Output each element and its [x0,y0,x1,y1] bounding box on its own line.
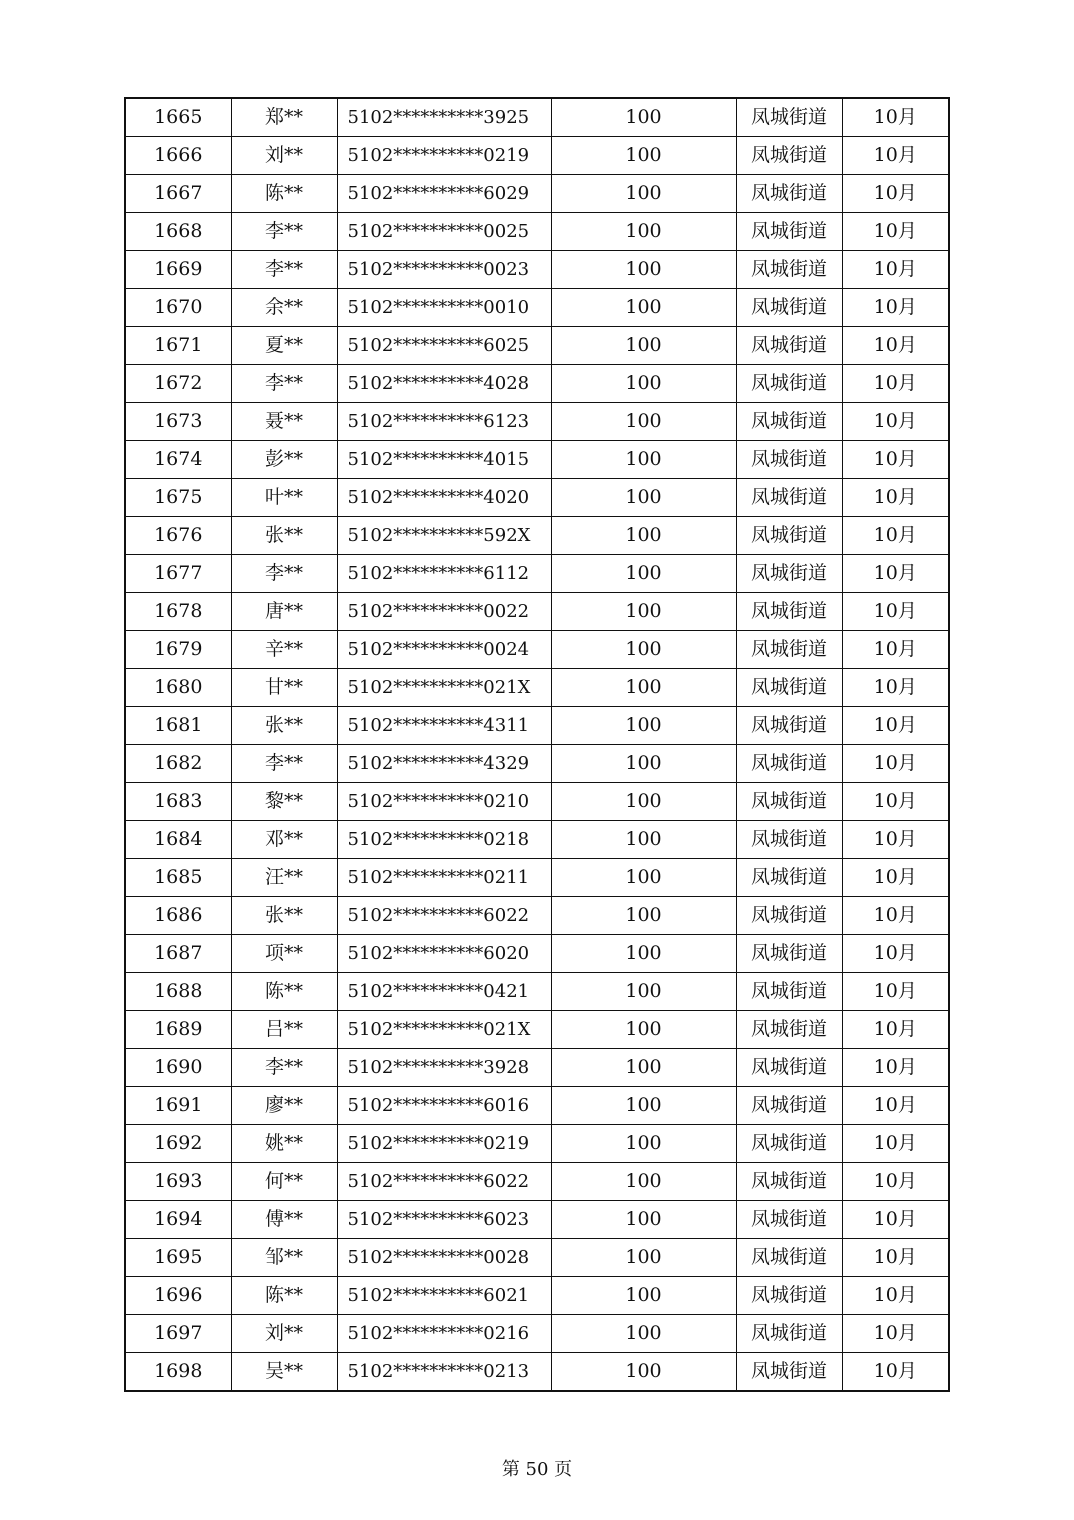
amount-cell: 100 [551,821,736,859]
amount-cell: 100 [551,973,736,1011]
month-cell: 10月 [842,175,949,213]
amount-cell: 100 [551,631,736,669]
name-cell: 张** [231,517,337,555]
amount-cell: 100 [551,517,736,555]
amount-cell: 100 [551,1049,736,1087]
street-cell: 凤城街道 [736,859,842,897]
name-cell: 聂** [231,403,337,441]
amount-cell: 100 [551,555,736,593]
month-cell: 10月 [842,1201,949,1239]
street-cell: 凤城街道 [736,175,842,213]
month-cell: 10月 [842,783,949,821]
amount-cell: 100 [551,859,736,897]
name-cell: 黎** [231,783,337,821]
table-row [125,441,949,479]
name-cell: 陈** [231,1277,337,1315]
street-cell: 凤城街道 [736,289,842,327]
id-number-cell: 5102**********4015 [337,441,551,479]
id-number-cell: 5102**********3928 [337,1049,551,1087]
row-number-cell: 1674 [125,441,231,479]
amount-cell: 100 [551,175,736,213]
table-row [125,707,949,745]
id-number-cell: 5102**********0010 [337,289,551,327]
month-cell: 10月 [842,289,949,327]
row-number-cell: 1678 [125,593,231,631]
amount-cell: 100 [551,669,736,707]
name-cell: 夏** [231,327,337,365]
amount-cell: 100 [551,1315,736,1353]
table-row [125,98,949,137]
id-number-cell: 5102**********4329 [337,745,551,783]
id-number-cell: 5102**********0213 [337,1353,551,1392]
month-cell: 10月 [842,1125,949,1163]
name-cell: 吴** [231,1353,337,1392]
amount-cell: 100 [551,327,736,365]
street-cell: 凤城街道 [736,783,842,821]
name-cell: 叶** [231,479,337,517]
street-cell: 凤城街道 [736,1277,842,1315]
month-cell: 10月 [842,479,949,517]
id-number-cell: 5102**********6016 [337,1087,551,1125]
name-cell: 郑** [231,98,337,137]
row-number-cell: 1696 [125,1277,231,1315]
id-number-cell: 5102**********0028 [337,1239,551,1277]
table-row [125,1239,949,1277]
name-cell: 甘** [231,669,337,707]
amount-cell: 100 [551,935,736,973]
amount-cell: 100 [551,1353,736,1392]
street-cell: 凤城街道 [736,745,842,783]
table-row [125,593,949,631]
table-row [125,403,949,441]
street-cell: 凤城街道 [736,1049,842,1087]
month-cell: 10月 [842,1163,949,1201]
street-cell: 凤城街道 [736,137,842,175]
id-number-cell: 5102**********6112 [337,555,551,593]
month-cell: 10月 [842,441,949,479]
row-number-cell: 1687 [125,935,231,973]
name-cell: 廖** [231,1087,337,1125]
id-number-cell: 5102**********6023 [337,1201,551,1239]
month-cell: 10月 [842,897,949,935]
street-cell: 凤城街道 [736,631,842,669]
id-number-cell: 5102**********0023 [337,251,551,289]
amount-cell: 100 [551,98,736,137]
amount-cell: 100 [551,1277,736,1315]
table-row [125,1049,949,1087]
table-row [125,1353,949,1392]
table-row [125,631,949,669]
amount-cell: 100 [551,137,736,175]
row-number-cell: 1666 [125,137,231,175]
row-number-cell: 1665 [125,98,231,137]
row-number-cell: 1685 [125,859,231,897]
month-cell: 10月 [842,935,949,973]
amount-cell: 100 [551,251,736,289]
row-number-cell: 1691 [125,1087,231,1125]
name-cell: 陈** [231,175,337,213]
name-cell: 彭** [231,441,337,479]
id-number-cell: 5102**********0216 [337,1315,551,1353]
amount-cell: 100 [551,1125,736,1163]
name-cell: 姚** [231,1125,337,1163]
amount-cell: 100 [551,745,736,783]
table-row [125,1277,949,1315]
name-cell: 刘** [231,137,337,175]
month-cell: 10月 [842,745,949,783]
row-number-cell: 1689 [125,1011,231,1049]
street-cell: 凤城街道 [736,98,842,137]
id-number-cell: 5102**********4311 [337,707,551,745]
month-cell: 10月 [842,517,949,555]
name-cell: 刘** [231,1315,337,1353]
row-number-cell: 1686 [125,897,231,935]
street-cell: 凤城街道 [736,1353,842,1392]
row-number-cell: 1675 [125,479,231,517]
id-number-cell: 5102**********021X [337,1011,551,1049]
amount-cell: 100 [551,479,736,517]
name-cell: 李** [231,745,337,783]
month-cell: 10月 [842,1315,949,1353]
street-cell: 凤城街道 [736,1315,842,1353]
amount-cell: 100 [551,707,736,745]
table-row [125,1201,949,1239]
street-cell: 凤城街道 [736,327,842,365]
id-number-cell: 5102**********0219 [337,137,551,175]
street-cell: 凤城街道 [736,973,842,1011]
name-cell: 辛** [231,631,337,669]
name-cell: 傅** [231,1201,337,1239]
table-row [125,745,949,783]
month-cell: 10月 [842,365,949,403]
table-row [125,1315,949,1353]
street-cell: 凤城街道 [736,403,842,441]
street-cell: 凤城街道 [736,1201,842,1239]
month-cell: 10月 [842,631,949,669]
row-number-cell: 1668 [125,213,231,251]
table-row [125,783,949,821]
month-cell: 10月 [842,593,949,631]
row-number-cell: 1677 [125,555,231,593]
row-number-cell: 1682 [125,745,231,783]
month-cell: 10月 [842,1049,949,1087]
id-number-cell: 5102**********6022 [337,1163,551,1201]
month-cell: 10月 [842,1087,949,1125]
table-row [125,973,949,1011]
id-number-cell: 5102**********021X [337,669,551,707]
amount-cell: 100 [551,1163,736,1201]
month-cell: 10月 [842,137,949,175]
name-cell: 吕** [231,1011,337,1049]
street-cell: 凤城街道 [736,251,842,289]
table-row [125,517,949,555]
name-cell: 余** [231,289,337,327]
amount-cell: 100 [551,365,736,403]
id-number-cell: 5102**********4020 [337,479,551,517]
name-cell: 李** [231,1049,337,1087]
amount-cell: 100 [551,403,736,441]
amount-cell: 100 [551,213,736,251]
month-cell: 10月 [842,821,949,859]
name-cell: 李** [231,555,337,593]
month-cell: 10月 [842,98,949,137]
id-number-cell: 5102**********3925 [337,98,551,137]
street-cell: 凤城街道 [736,669,842,707]
row-number-cell: 1679 [125,631,231,669]
month-cell: 10月 [842,555,949,593]
name-cell: 唐** [231,593,337,631]
row-number-cell: 1672 [125,365,231,403]
row-number-cell: 1673 [125,403,231,441]
street-cell: 凤城街道 [736,897,842,935]
street-cell: 凤城街道 [736,1239,842,1277]
street-cell: 凤城街道 [736,821,842,859]
name-cell: 邓** [231,821,337,859]
row-number-cell: 1690 [125,1049,231,1087]
month-cell: 10月 [842,707,949,745]
name-cell: 邹** [231,1239,337,1277]
row-number-cell: 1688 [125,973,231,1011]
id-number-cell: 5102**********0210 [337,783,551,821]
id-number-cell: 5102**********6025 [337,327,551,365]
name-cell: 张** [231,707,337,745]
name-cell: 李** [231,213,337,251]
name-cell: 陈** [231,973,337,1011]
id-number-cell: 5102**********0211 [337,859,551,897]
subsidy-roster-table [124,97,950,1392]
id-number-cell: 5102**********0421 [337,973,551,1011]
table-row [125,669,949,707]
row-number-cell: 1667 [125,175,231,213]
row-number-cell: 1684 [125,821,231,859]
row-number-cell: 1693 [125,1163,231,1201]
month-cell: 10月 [842,1011,949,1049]
amount-cell: 100 [551,1239,736,1277]
table-row [125,935,949,973]
month-cell: 10月 [842,327,949,365]
street-cell: 凤城街道 [736,1011,842,1049]
street-cell: 凤城街道 [736,479,842,517]
month-cell: 10月 [842,1353,949,1392]
name-cell: 张** [231,897,337,935]
row-number-cell: 1697 [125,1315,231,1353]
id-number-cell: 5102**********0022 [337,593,551,631]
row-number-cell: 1669 [125,251,231,289]
row-number-cell: 1670 [125,289,231,327]
row-number-cell: 1676 [125,517,231,555]
table-row [125,821,949,859]
table-row [125,251,949,289]
street-cell: 凤城街道 [736,935,842,973]
table-row [125,137,949,175]
amount-cell: 100 [551,1201,736,1239]
id-number-cell: 5102**********0219 [337,1125,551,1163]
row-number-cell: 1698 [125,1353,231,1392]
table-row [125,859,949,897]
id-number-cell: 5102**********4028 [337,365,551,403]
id-number-cell: 5102**********6020 [337,935,551,973]
street-cell: 凤城街道 [736,1163,842,1201]
month-cell: 10月 [842,669,949,707]
amount-cell: 100 [551,1011,736,1049]
row-number-cell: 1683 [125,783,231,821]
street-cell: 凤城街道 [736,365,842,403]
row-number-cell: 1694 [125,1201,231,1239]
street-cell: 凤城街道 [736,1125,842,1163]
amount-cell: 100 [551,441,736,479]
name-cell: 汪** [231,859,337,897]
row-number-cell: 1680 [125,669,231,707]
id-number-cell: 5102**********6029 [337,175,551,213]
month-cell: 10月 [842,859,949,897]
row-number-cell: 1671 [125,327,231,365]
table-row [125,213,949,251]
month-cell: 10月 [842,1277,949,1315]
id-number-cell: 5102**********6021 [337,1277,551,1315]
id-number-cell: 5102**********0218 [337,821,551,859]
table-row [125,1087,949,1125]
table-row [125,327,949,365]
id-number-cell: 5102**********6022 [337,897,551,935]
table-row [125,1011,949,1049]
month-cell: 10月 [842,1239,949,1277]
id-number-cell: 5102**********0024 [337,631,551,669]
street-cell: 凤城街道 [736,1087,842,1125]
street-cell: 凤城街道 [736,555,842,593]
table-row [125,1125,949,1163]
id-number-cell: 5102**********6123 [337,403,551,441]
table-row [125,175,949,213]
table-row [125,289,949,327]
name-cell: 项** [231,935,337,973]
amount-cell: 100 [551,897,736,935]
name-cell: 李** [231,365,337,403]
row-number-cell: 1692 [125,1125,231,1163]
amount-cell: 100 [551,1087,736,1125]
street-cell: 凤城街道 [736,707,842,745]
table-row [125,897,949,935]
street-cell: 凤城街道 [736,441,842,479]
month-cell: 10月 [842,251,949,289]
month-cell: 10月 [842,403,949,441]
street-cell: 凤城街道 [736,213,842,251]
name-cell: 李** [231,251,337,289]
month-cell: 10月 [842,213,949,251]
amount-cell: 100 [551,783,736,821]
roster-body [125,98,949,1391]
table-row [125,555,949,593]
id-number-cell: 5102**********592X [337,517,551,555]
page-number: 第 50 页 [501,1459,573,1480]
amount-cell: 100 [551,593,736,631]
name-cell: 何** [231,1163,337,1201]
street-cell: 凤城街道 [736,517,842,555]
id-number-cell: 5102**********0025 [337,213,551,251]
table-row [125,479,949,517]
month-cell: 10月 [842,973,949,1011]
table-row [125,365,949,403]
street-cell: 凤城街道 [736,593,842,631]
amount-cell: 100 [551,289,736,327]
row-number-cell: 1695 [125,1239,231,1277]
row-number-cell: 1681 [125,707,231,745]
table-row [125,1163,949,1201]
